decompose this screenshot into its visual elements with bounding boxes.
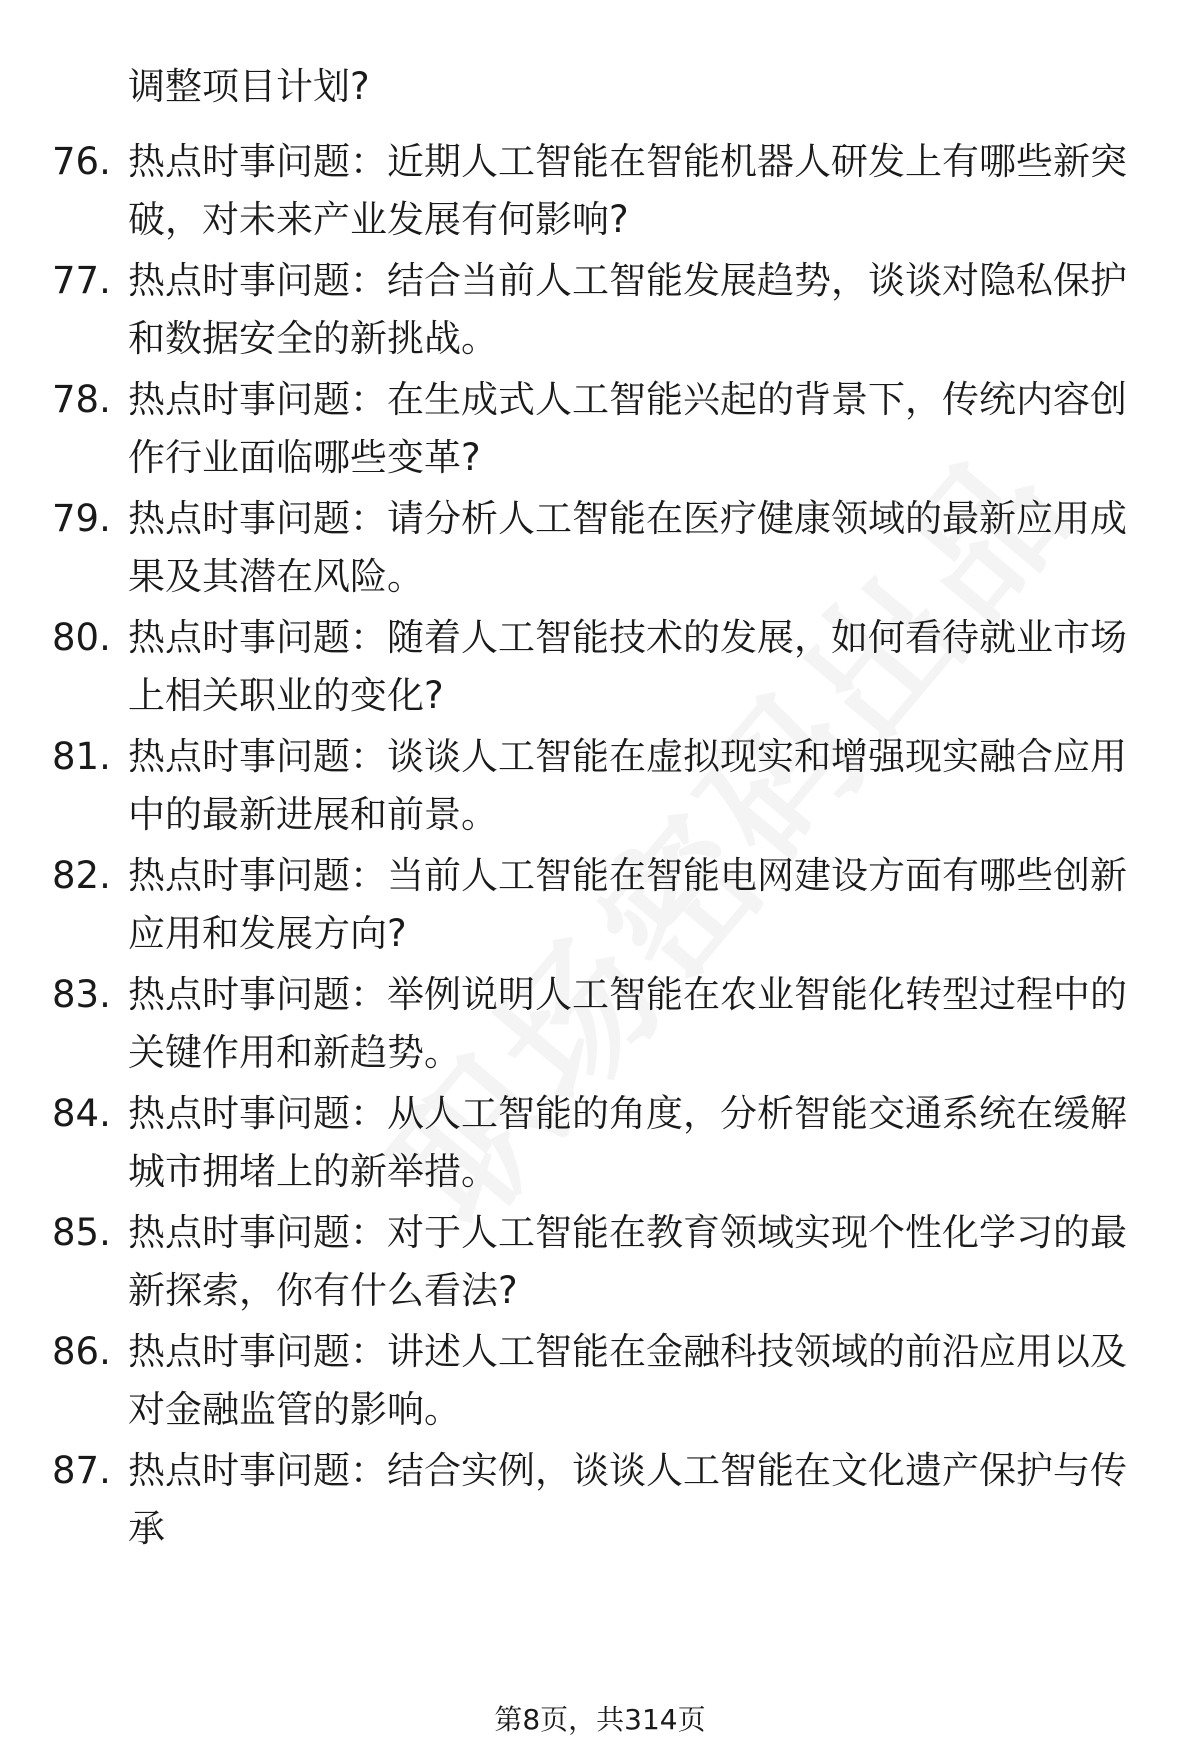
item-text: 热点时事问题：举例说明人工智能在农业智能化转型过程中的关键作用和新趋势。 [128, 973, 1127, 1074]
continued-text: 调整项目计划? [128, 65, 370, 108]
list-item [52, 252, 1142, 368]
item-number: 79. [52, 497, 111, 540]
item-number: 85. [52, 1211, 111, 1254]
item-text: 热点时事问题：近期人工智能在智能机器人研发上有哪些新突破，对未来产业发展有何影响? [128, 140, 1127, 241]
list-item [52, 1442, 1142, 1558]
item-text: 热点时事问题：随着人工智能技术的发展，如何看待就业市场上相关职业的变化? [128, 616, 1127, 717]
item-text: 热点时事问题：讲述人工智能在金融科技领域的前沿应用以及对金融监管的影响。 [128, 1330, 1127, 1431]
item-text: 热点时事问题：结合当前人工智能发展趋势，谈谈对隐私保护和数据安全的新挑战。 [128, 259, 1127, 360]
item-text: 热点时事问题：结合实例，谈谈人工智能在文化遗产保护与传承 [128, 1449, 1127, 1550]
list-item [52, 1204, 1142, 1320]
list-item [52, 1323, 1142, 1439]
list-item [52, 371, 1142, 487]
list-item [52, 966, 1142, 1082]
item-text: 热点时事问题：谈谈人工智能在虚拟现实和增强现实融合应用中的最新进展和前景。 [128, 735, 1127, 836]
item-number: 84. [52, 1092, 111, 1135]
item-text: 热点时事问题：从人工智能的角度，分析智能交通系统在缓解城市拥堵上的新举措。 [128, 1092, 1127, 1193]
list-item [52, 609, 1142, 725]
list-item [52, 1085, 1142, 1201]
item-number: 83. [52, 973, 111, 1016]
item-number: 78. [52, 378, 111, 421]
item-number: 81. [52, 735, 111, 778]
list-item [52, 133, 1142, 249]
item-number: 87. [52, 1449, 111, 1492]
list-item [52, 490, 1142, 606]
item-text: 热点时事问题：在生成式人工智能兴起的背景下，传统内容创作行业面临哪些变革? [128, 378, 1127, 479]
list-item [52, 847, 1142, 963]
item-number: 86. [52, 1330, 111, 1373]
item-text: 热点时事问题：请分析人工智能在医疗健康领域的最新应用成果及其潜在风险。 [128, 497, 1127, 598]
item-text: 热点时事问题：对于人工智能在教育领域实现个性化学习的最新探索，你有什么看法? [128, 1211, 1127, 1312]
list-item [52, 728, 1142, 844]
item-number: 77. [52, 259, 111, 302]
item-text: 热点时事问题：当前人工智能在智能电网建设方面有哪些创新应用和发展方向? [128, 854, 1127, 955]
item-number: 82. [52, 854, 111, 897]
item-number: 80. [52, 616, 111, 659]
page-footer: 第8页，共314页 [494, 1703, 706, 1736]
item-number: 76. [52, 140, 111, 183]
